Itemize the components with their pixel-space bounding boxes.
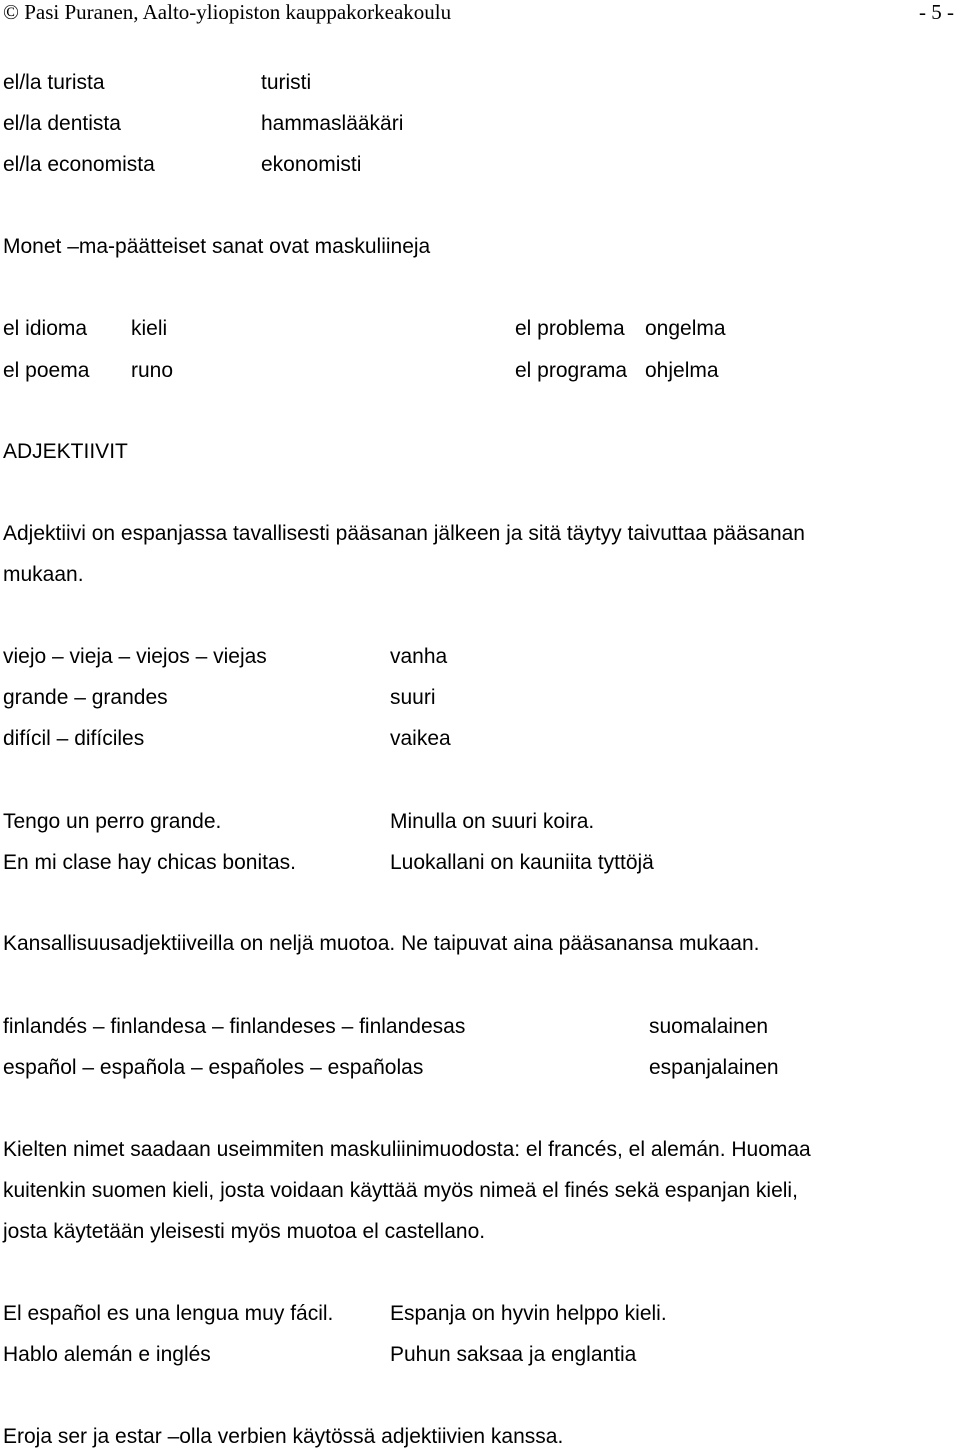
adj-form-fi: vanha: [390, 645, 448, 668]
adj-form-fi: suuri: [390, 686, 436, 709]
ma-word-es: el idioma: [3, 317, 88, 340]
ma-word-fi: ongelma: [645, 317, 726, 340]
language-example-fi: Puhun saksaa ja englantia: [390, 1343, 637, 1366]
noun-es: el/la economista: [3, 153, 155, 176]
language-example-es: El español es una lengua muy fácil.: [3, 1302, 334, 1325]
adj-form-es: viejo – vieja – viejos – viejas: [3, 645, 267, 668]
noun-es: el/la dentista: [3, 112, 121, 135]
nationality-fi: espanjalainen: [649, 1056, 779, 1079]
nationality-es: finlandés – finlandesa – finlandeses – finlandesas: [3, 1015, 466, 1038]
page-number: - 5 -: [919, 0, 954, 24]
noun-fi: turisti: [261, 71, 312, 94]
header-left: © Pasi Puranen, Aalto-yliopiston kauppakorkeakoulu: [3, 0, 452, 24]
nationality-es: español – española – españoles – españolas: [3, 1056, 424, 1079]
ma-word-es: el problema: [515, 317, 625, 340]
ma-word-es: el programa: [515, 359, 628, 382]
ma-note: Monet –ma-päätteiset sanat ovat maskuliineja: [3, 235, 431, 258]
ma-word-fi: kieli: [131, 317, 168, 340]
section-heading: ADJEKTIIVIT: [3, 440, 128, 463]
adj-intro-line: Adjektiivi on espanjassa tavallisesti pääsanan jälkeen ja sitä täytyy taivuttaa pääsanan: [3, 522, 805, 545]
ma-word-fi: ohjelma: [645, 359, 719, 382]
example-es: Tengo un perro grande.: [3, 810, 222, 833]
noun-fi: hammaslääkäri: [261, 112, 404, 135]
language-note-line: Kielten nimet saadaan useimmiten maskuliinimuodosta: el francés, el alemán. Huomaa: [3, 1138, 811, 1161]
language-example-fi: Espanja on hyvin helppo kieli.: [390, 1302, 667, 1325]
language-note-line: josta käytetään yleisesti myös muotoa el castellano.: [3, 1220, 486, 1243]
noun-fi: ekonomisti: [261, 153, 362, 176]
nationality-note: Kansallisuusadjektiiveilla on neljä muotoa. Ne taipuvat aina pääsanansa mukaan.: [3, 932, 760, 955]
nationality-fi: suomalainen: [649, 1015, 769, 1038]
footer-note: Eroja ser ja estar –olla verbien käytössä adjektiivien kanssa.: [3, 1425, 564, 1448]
adj-form-es: difícil – difíciles: [3, 727, 145, 750]
adj-intro-line: mukaan.: [3, 563, 84, 586]
noun-es: el/la turista: [3, 71, 105, 94]
example-fi: Luokallani on kauniita tyttöjä: [390, 851, 654, 874]
adj-form-es: grande – grandes: [3, 686, 168, 709]
ma-word-es: el poema: [3, 359, 90, 382]
language-example-es: Hablo alemán e inglés: [3, 1343, 211, 1366]
ma-word-fi: runo: [131, 359, 174, 382]
example-fi: Minulla on suuri koira.: [390, 810, 595, 833]
example-es: En mi clase hay chicas bonitas.: [3, 851, 296, 874]
adj-form-fi: vaikea: [390, 727, 451, 750]
language-note-line: kuitenkin suomen kieli, josta voidaan käyttää myös nimeä el finés sekä espanjan kieli,: [3, 1179, 798, 1202]
